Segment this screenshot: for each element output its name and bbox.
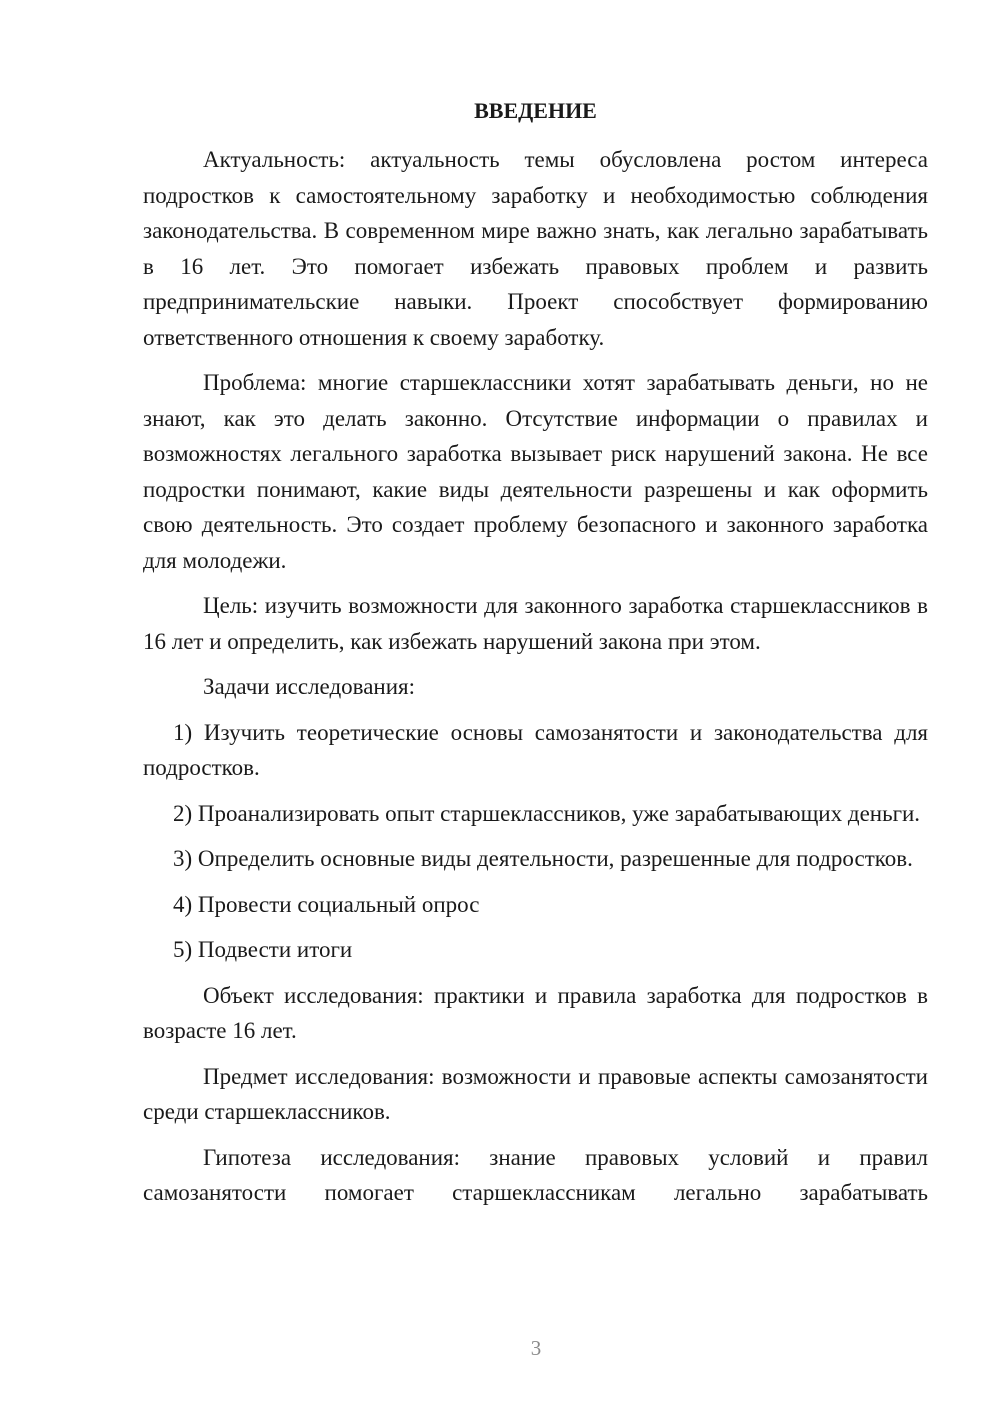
- task-item-2: 2) Проанализировать опыт старшеклассников, уже зарабатывающих деньги.: [173, 800, 921, 826]
- task-item-5: 5) Подвести итоги: [173, 937, 353, 962]
- task-item-4: 4) Провести социальный опрос: [173, 891, 480, 917]
- tasks-heading: Задачи исследования:: [203, 674, 416, 699]
- document-body: [143, 142, 928, 1221]
- goal-paragraph: Цель: изучить возможности для законного заработка старшеклассников в 16 лет и определить, как избежать нарушений закона при этом.: [143, 593, 928, 654]
- page-number: 3: [530, 1336, 542, 1360]
- task-item-3: 3) Определить основные виды деятельности, разрешенные для подростков.: [173, 846, 913, 871]
- page-title: ВВЕДЕНИЕ: [474, 98, 597, 123]
- object-paragraph: Объект исследования: практики и правила заработка для подростков в возрасте 16 лет.: [143, 982, 928, 1043]
- subject-paragraph: Предмет исследования: возможности и правовые аспекты самозанятости среди старшеклассников.: [143, 1063, 928, 1124]
- task-item-1: 1) Изучить теоретические основы самозанятости и законодательства для подростков.: [143, 719, 928, 780]
- hypothesis-paragraph: Гипотеза исследования: знание правовых условий и правил самозанятости помогает старшеклассникам легально зарабатывать: [143, 1144, 928, 1205]
- relevance-paragraph: Актуальность: актуальность темы обусловлена ростом интереса подростков к самостоятельному заработку и необходимостью соблюдения законодательства. В современном мире важно знать, как легально зарабатывать в 16 лет. Это помогает избежать правовых проблем и развить предпринимательские навыки. Проект способствует формированию ответственного отношения к своему заработку.: [143, 147, 928, 350]
- problem-paragraph: Проблема: многие старшеклассники хотят зарабатывать деньги, но не знают, как это делать законно. Отсутствие информации о правилах и возможностях легального заработка вызывает риск нарушений закона. Не все подростки понимают, какие виды деятельности разрешены и как оформить свою деятельность. Это создает проблему безопасного и законного заработка для молодежи.: [143, 370, 928, 573]
